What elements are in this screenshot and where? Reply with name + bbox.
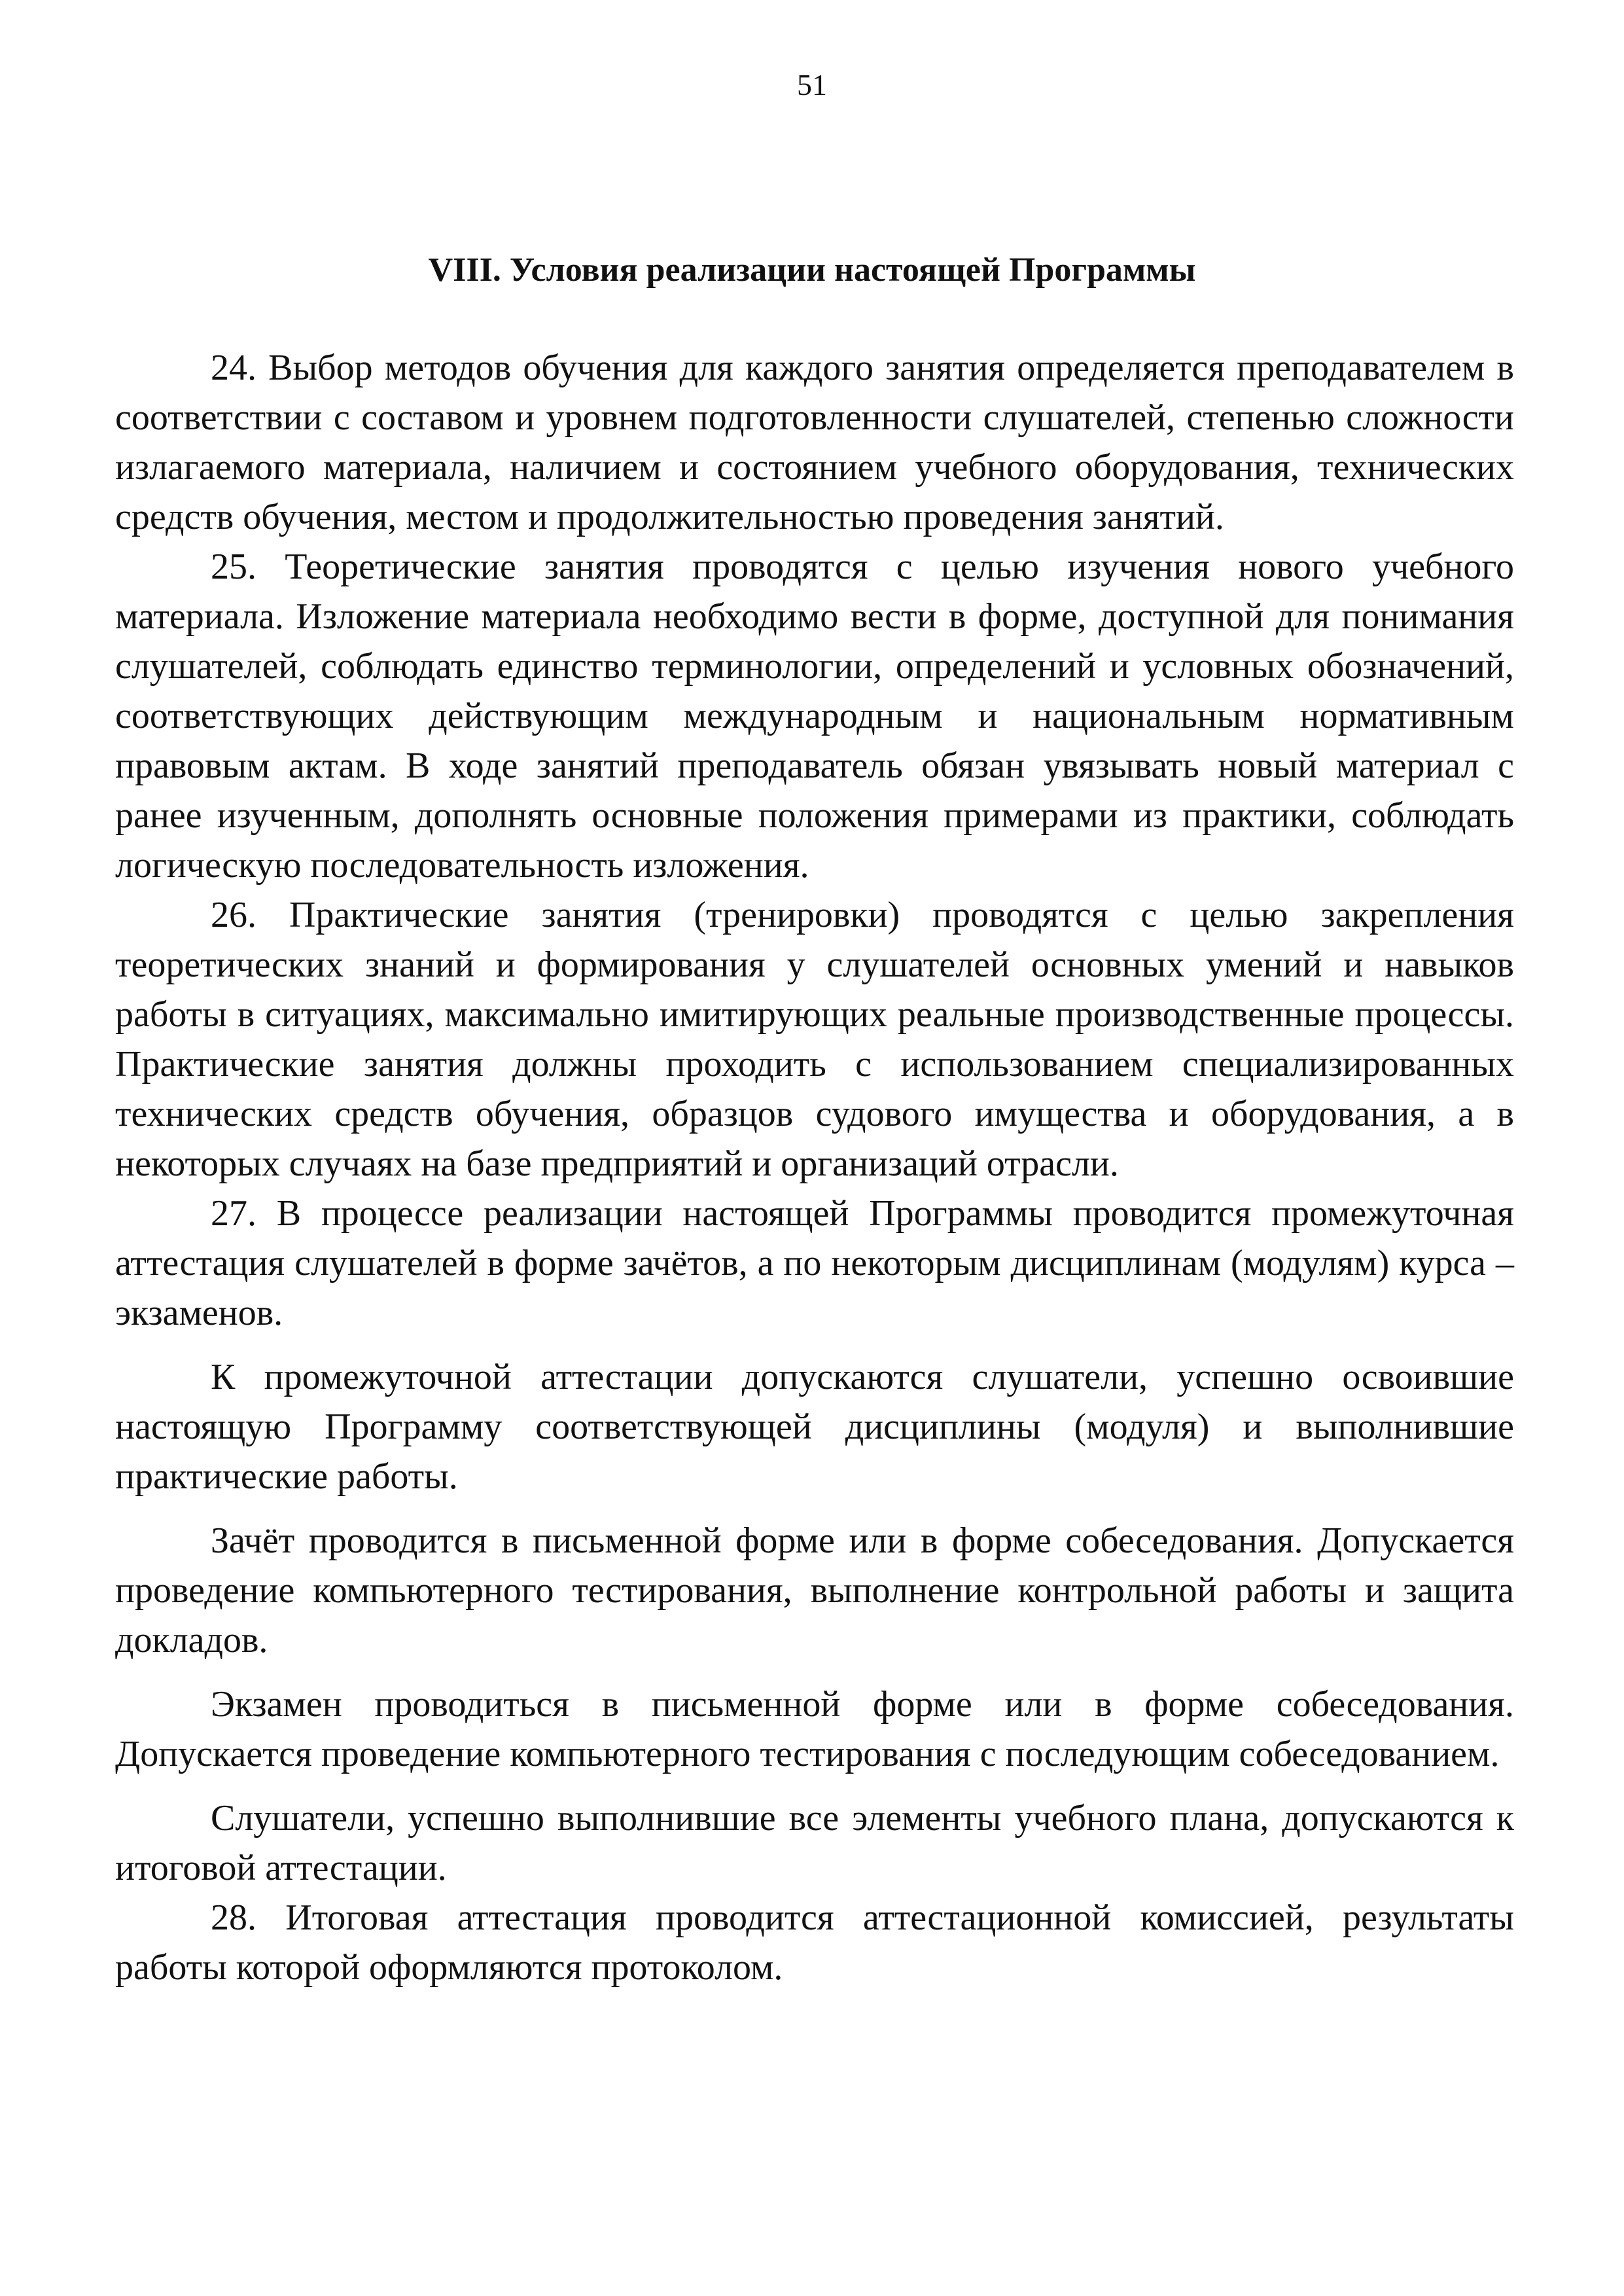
paragraph-24: 24. Выбор методов обучения для каждого занятия определяется преподавателем в соответствии с составом и уровнем подготовленности слушателей, степенью сложности излагаемого материала, наличием и состоянием учебного оборудования, технических средств обучения, местом и продолжительностью проведения занятий. (115, 348, 1514, 537)
paragraph-25: 25. Теоретические занятия проводятся с целью изучения нового учебного материала. Изложение материала необходимо вести в форме, доступной для понимания слушателей, соблюдать единство терминологии, определений и условных обозначений, соответствующих действующим международным и национальным нормативным правовым актам. В ходе занятий преподаватель обязан увязывать новый материал с ранее изученным, дополнять основные положения примерами из практики, соблюдать логическую последовательность изложения. (115, 547, 1514, 886)
paragraph-credit: Зачёт проводится в письменной форме или в форме собеседования. Допускается проведение компьютерного тестирования, выполнение контрольной работы и защита докладов. (115, 1520, 1514, 1660)
paragraph-28: 28. Итоговая аттестация проводится аттестационной комиссией, результаты работы которой оформляются протоколом. (115, 1897, 1514, 1988)
page-number: 51 (797, 68, 827, 101)
body-text (115, 343, 1514, 1992)
paragraph-exam: Экзамен проводиться в письменной форме или в форме собеседования. Допускается проведение компьютерного тестирования с последующим собеседованием. (115, 1684, 1514, 1774)
paragraph-final-admission: Слушатели, успешно выполнившие все элементы учебного плана, допускаются к итоговой аттестации. (115, 1798, 1514, 1888)
paragraph-admission: К промежуточной аттестации допускаются слушатели, успешно освоившие настоящую Программу соответствующей дисциплины (модуля) и выполнившие практические работы. (115, 1357, 1514, 1497)
section-title: VIII. Условия реализации настоящей Программы (428, 251, 1196, 289)
paragraph-27: 27. В процессе реализации настоящей Программы проводится промежуточная аттестация слушателей в форме зачётов, а по некоторым дисциплинам (модулям) курса – экзаменов. (115, 1193, 1514, 1333)
paragraph-26: 26. Практические занятия (тренировки) проводятся с целью закрепления теоретических знаний и формирования у слушателей основных умений и навыков работы в ситуациях, максимально имитирующих реальные производственные процессы. Практические занятия должны проходить с использованием специализированных технических средств обучения, образцов судового имущества и оборудования, а в некоторых случаях на базе предприятий и организаций отрасли. (115, 895, 1514, 1184)
